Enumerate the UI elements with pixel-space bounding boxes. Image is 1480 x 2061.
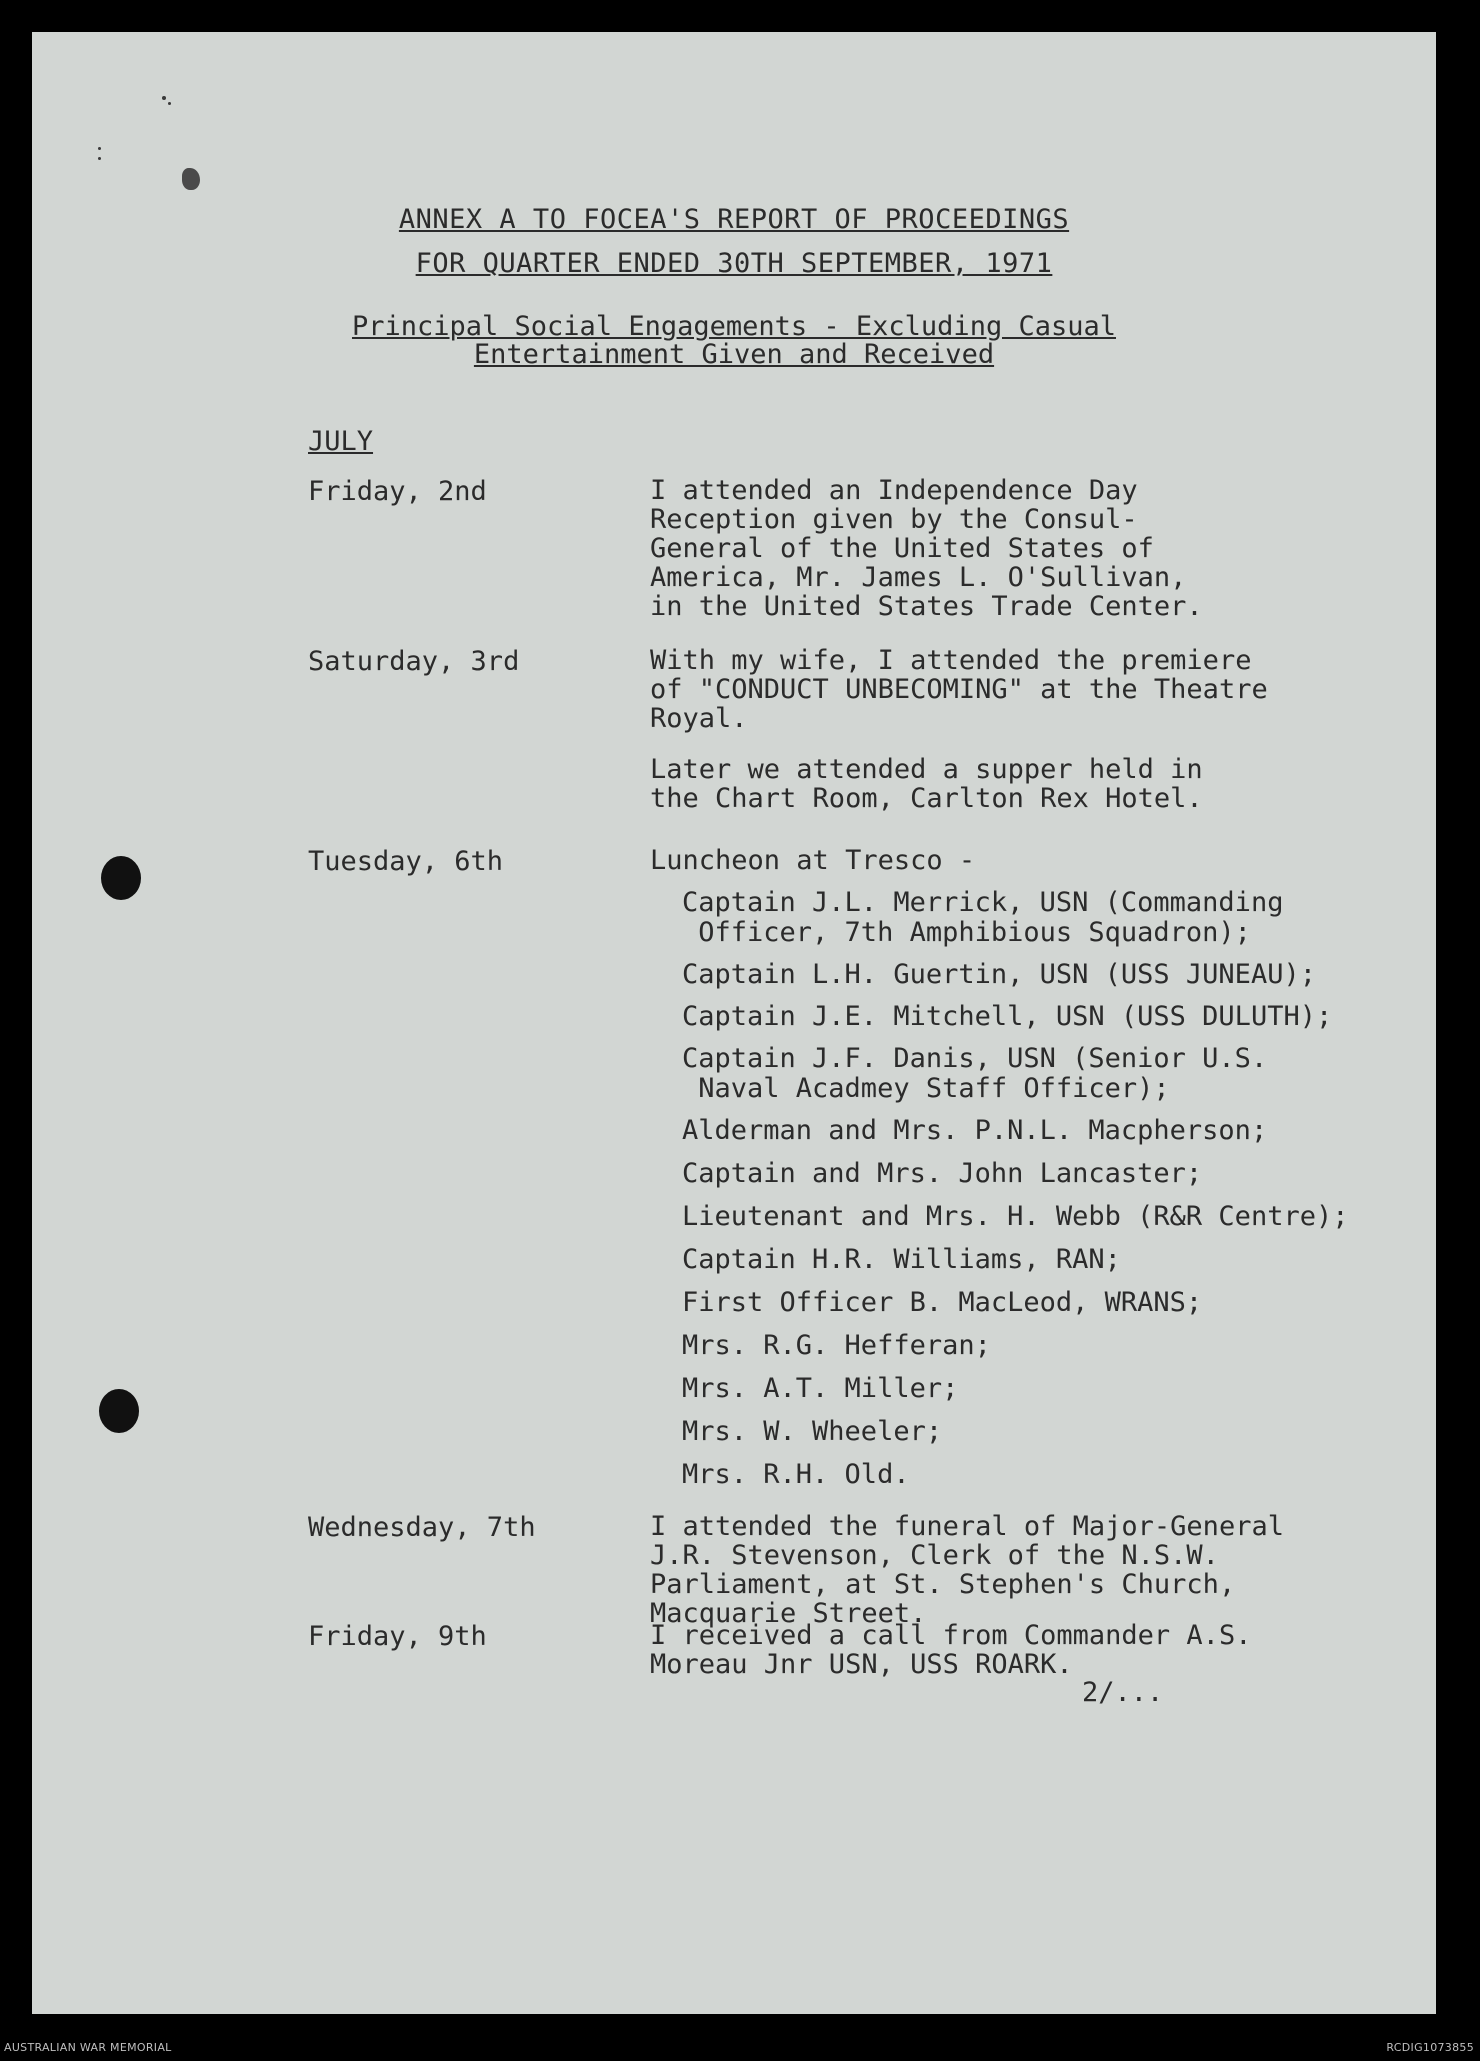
section-heading-line-2: Entertainment Given and Received xyxy=(473,339,995,370)
guest-list-item: Mrs. A.T. Miller; xyxy=(682,1373,959,1404)
guest-list-item: Lieutenant and Mrs. H. Webb (R&R Centre); xyxy=(682,1201,1349,1232)
section-heading-line-1: Principal Social Engagements - Excluding Casual xyxy=(351,311,1116,342)
guest-list-item: Captain L.H. Guertin, USN (USS JUNEAU); xyxy=(682,959,1316,990)
entry-text: With my wife, I attended the premiere of "CONDUCT UNBECOMING" at the Theatre Royal. xyxy=(650,645,1268,734)
entry-text: I attended the funeral of Major-General J.R. Stevenson, Clerk of the N.S.W. Parliament, at St. Stephen's Church, Macquarie Street. xyxy=(650,1511,1284,1629)
archive-reference: RCDIG1073855 xyxy=(1386,2041,1474,2054)
guest-list-item: Captain J.L. Merrick, USN (Commanding Officer, 7th Amphibious Squadron); xyxy=(682,887,1284,948)
guest-list-item: First Officer B. MacLeod, WRANS; xyxy=(682,1287,1203,1318)
document-title-line-1: ANNEX A TO FOCEA'S REPORT OF PROCEEDINGS xyxy=(398,204,1070,235)
month-heading: JULY xyxy=(308,426,374,457)
paper-speck-mark xyxy=(162,96,166,100)
paper-speck-mark xyxy=(98,147,101,150)
punch-hole-bottom xyxy=(99,1389,139,1433)
entry-date: Friday, 9th xyxy=(308,1621,487,1652)
archive-credit: AUSTRALIAN WAR MEMORIAL xyxy=(4,2041,172,2054)
guest-list-item: Mrs. R.H. Old. xyxy=(682,1459,910,1490)
entry-date: Wednesday, 7th xyxy=(308,1512,536,1543)
punch-hole-top xyxy=(101,856,141,900)
entry-text: Luncheon at Tresco - xyxy=(650,845,976,876)
guest-list-item: Alderman and Mrs. P.N.L. Macpherson; xyxy=(682,1115,1268,1146)
guest-list-item: Captain and Mrs. John Lancaster; xyxy=(682,1158,1203,1189)
paper-tear-mark xyxy=(182,168,200,190)
paper-speck-mark xyxy=(98,157,101,160)
guest-list-item: Captain H.R. Williams, RAN; xyxy=(682,1244,1121,1275)
page-continuation: 2/... xyxy=(1082,1677,1164,1708)
entry-date: Tuesday, 6th xyxy=(308,846,504,877)
guest-list-item: Captain J.E. Mitchell, USN (USS DULUTH); xyxy=(682,1001,1333,1032)
entry-text: I received a call from Commander A.S. Moreau Jnr USN, USS ROARK. xyxy=(650,1620,1252,1680)
entry-date: Friday, 2nd xyxy=(308,476,487,507)
entry-text-continued: Later we attended a supper held in the Chart Room, Carlton Rex Hotel. xyxy=(650,754,1203,814)
guest-list-item: Mrs. W. Wheeler; xyxy=(682,1416,943,1447)
document-title-line-2: FOR QUARTER ENDED 30TH SEPTEMBER, 1971 xyxy=(415,248,1053,279)
entry-date: Saturday, 3rd xyxy=(308,646,520,677)
document-page xyxy=(32,32,1436,2014)
guest-list-item: Captain J.F. Danis, USN (Senior U.S. Naval Acadmey Staff Officer); xyxy=(682,1043,1268,1104)
paper-speck-mark xyxy=(168,102,171,105)
guest-list-item: Mrs. R.G. Hefferan; xyxy=(682,1330,991,1361)
entry-text: I attended an Independence Day Reception given by the Consul- General of the United States of America, Mr. James L. O'Sullivan, in the United States Trade Center. xyxy=(650,475,1203,622)
archive-footer xyxy=(0,2036,1480,2061)
